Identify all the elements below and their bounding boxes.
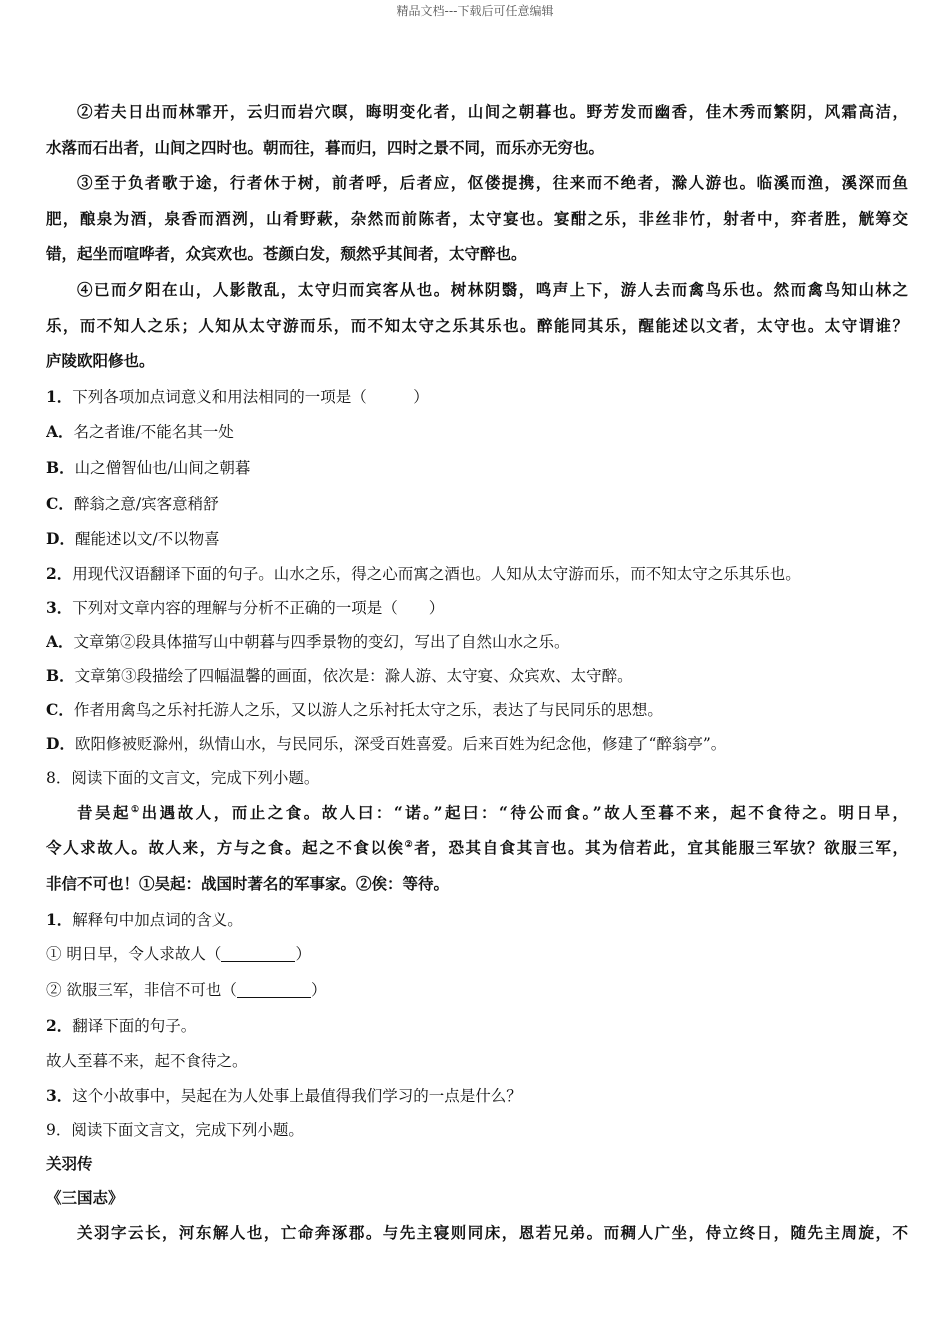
document-body (46, 94, 908, 1251)
passage-line: 水落而石出者，山间之四时也。朝而往，暮而归，四时之景不同，而乐亦无穷也。 (46, 137, 605, 157)
article-source: 《三国志》 (46, 1188, 124, 1208)
answer-close: ） (295, 945, 311, 964)
option-text: 作者用禽鸟之乐衬托游人之乐，又以游人之乐衬托太守之乐，表达了与民同乐的思想。 (73, 700, 663, 719)
option-c (46, 486, 908, 522)
passage-line: 关羽字云长，河东解人也，亡命奔涿郡。与先主寝则同床，恩若兄弟。而稠人广坐，侍立终日，随先主周旋，不 (77, 1223, 908, 1243)
option-label: D． (46, 529, 75, 549)
question-2 (46, 1008, 908, 1044)
question-1 (46, 902, 908, 938)
option-b (46, 450, 908, 486)
option-text: 名之者谁/不能名其一处 (73, 423, 234, 442)
option-text: 欧阳修被贬滁州，纵情山水，与民同乐，深受百姓喜爱。后来百姓为纪念他，修建了“醉翁亭”。 (74, 734, 727, 753)
question-text: 这个小故事中，吴起在为人处事上最值得我们学习的一点是什么？ (72, 1087, 522, 1106)
question-1 (46, 379, 908, 415)
option-a (46, 625, 908, 659)
option-a (46, 414, 908, 450)
question-number: 3． (46, 1086, 73, 1106)
option-text: 醒能述以文/不以物喜 (74, 530, 220, 549)
question-text: 用现代汉语翻译下面的句子。山水之乐，得之心而寓之酒也。人知从太守游而乐，而不知太守之乐其乐也。 (72, 564, 801, 583)
question-text: 下列对文章内容的理解与分析不正确的一项是（ ） (72, 598, 445, 617)
footnote-marker: ① (131, 804, 142, 815)
passage-line: 肥，酿泉为酒，泉香而酒洌，山肴野蔌，杂然而前陈者，太守宴也。宴酣之乐，非丝非竹，射者中，弈者胜，觥筹交 (46, 208, 908, 228)
answer-blank[interactable] (237, 981, 311, 998)
question-text: 解释句中加点词的含义。 (72, 910, 243, 929)
question-text: 翻译下面的句子。 (72, 1017, 197, 1036)
answer-item-1 (46, 937, 908, 973)
footnote-marker: ② (404, 840, 415, 851)
passage-line (46, 795, 908, 831)
passage-line: 错，起坐而喧哗者，众宾欢也。苍颜白发，颓然乎其间者，太守醉也。 (46, 244, 527, 264)
answer-prompt: ② 欲服三军，非信不可也（ (46, 980, 237, 999)
question-number: 1． (46, 909, 73, 929)
passage-text: 者，恐其自食其言也。其为信若此，宜其能服三军欤？欲服三军， (414, 838, 908, 858)
question-number: 1． (46, 386, 73, 406)
question-3 (46, 591, 908, 625)
sentence-to-translate: 故人至暮不来，起不食待之。 (46, 1051, 248, 1070)
passage-text: 令人求故人。故人来，方与之食。起之不食以俟 (46, 838, 405, 858)
option-label: B． (46, 665, 75, 685)
option-text: 山之僧智仙也/山间之朝暮 (74, 458, 251, 477)
question-3 (46, 1079, 908, 1113)
answer-close: ） (310, 980, 327, 999)
option-text: 文章第②段具体描写山中朝暮与四季景物的变幻，写出了自然山水之乐。 (73, 632, 570, 651)
question-number: 2． (46, 1016, 73, 1036)
passage-line: ③至于负者歌于途，行者休于树，前者呼，后者应，伛偻提携，往来而不绝者，滁人游也。临溪而渔，溪深而鱼 (77, 173, 908, 193)
passage-line: ②若夫日出而林霏开，云归而岩穴暝，晦明变化者，山间之朝暮也。野芳发而幽香，佳木秀而繁阴，风霜高洁， (77, 102, 908, 121)
passage-text: 昔吴起 (77, 802, 132, 822)
passage-line: 庐陵欧阳修也。 (46, 351, 155, 371)
passage-line (46, 830, 908, 866)
passage-text: 出遇故人，而止之食。故人曰：“诺。”起曰：“待公而食。”故人至暮不来，起不食待之。明日早， (141, 802, 908, 822)
option-c (46, 693, 908, 727)
passage-line: 非信不可也！①吴起：战国时著名的军事家。②俟：等待。 (46, 873, 450, 893)
answer-prompt: ① 明日早，令人求故人（ (46, 945, 222, 964)
option-label: A． (46, 631, 74, 651)
page-header: 精品文档---下载后可任意编辑 (396, 4, 554, 18)
option-d (46, 727, 908, 761)
option-b (46, 659, 908, 693)
option-label: B． (46, 457, 75, 477)
section-9-heading: 9．阅读下面文言文，完成下列小题。 (46, 1121, 304, 1140)
option-d (46, 521, 908, 557)
option-label: C． (46, 699, 74, 719)
option-label: D． (46, 733, 75, 753)
article-title: 关羽传 (46, 1154, 93, 1174)
passage-line: ④已而夕阳在山，人影散乱，太守归而宾客从也。树林阴翳，鸣声上下，游人去而禽鸟乐也。然而禽鸟知山林之 (77, 279, 908, 299)
passage-line: 乐，而不知人之乐；人知从太守游而乐，而不知太守之乐其乐也。醉能同其乐，醒能述以文者，太守也。太守谓谁？ (46, 315, 908, 335)
option-text: 醉翁之意/宾客意稍舒 (73, 494, 219, 513)
answer-item-2 (46, 973, 908, 1009)
question-text: 下列各项加点词意义和用法相同的一项是（ ） (72, 387, 429, 406)
question-number: 3． (46, 597, 73, 617)
question-2 (46, 557, 908, 591)
answer-blank[interactable] (221, 946, 295, 963)
option-label: A． (46, 422, 74, 442)
option-label: C． (46, 493, 74, 513)
section-8-heading: 8．阅读下面的文言文，完成下列小题。 (46, 768, 320, 787)
option-text: 文章第③段描绘了四幅温馨的画面，依次是：滁人游、太守宴、众宾欢、太守醉。 (74, 666, 633, 685)
question-number: 2． (46, 563, 73, 583)
